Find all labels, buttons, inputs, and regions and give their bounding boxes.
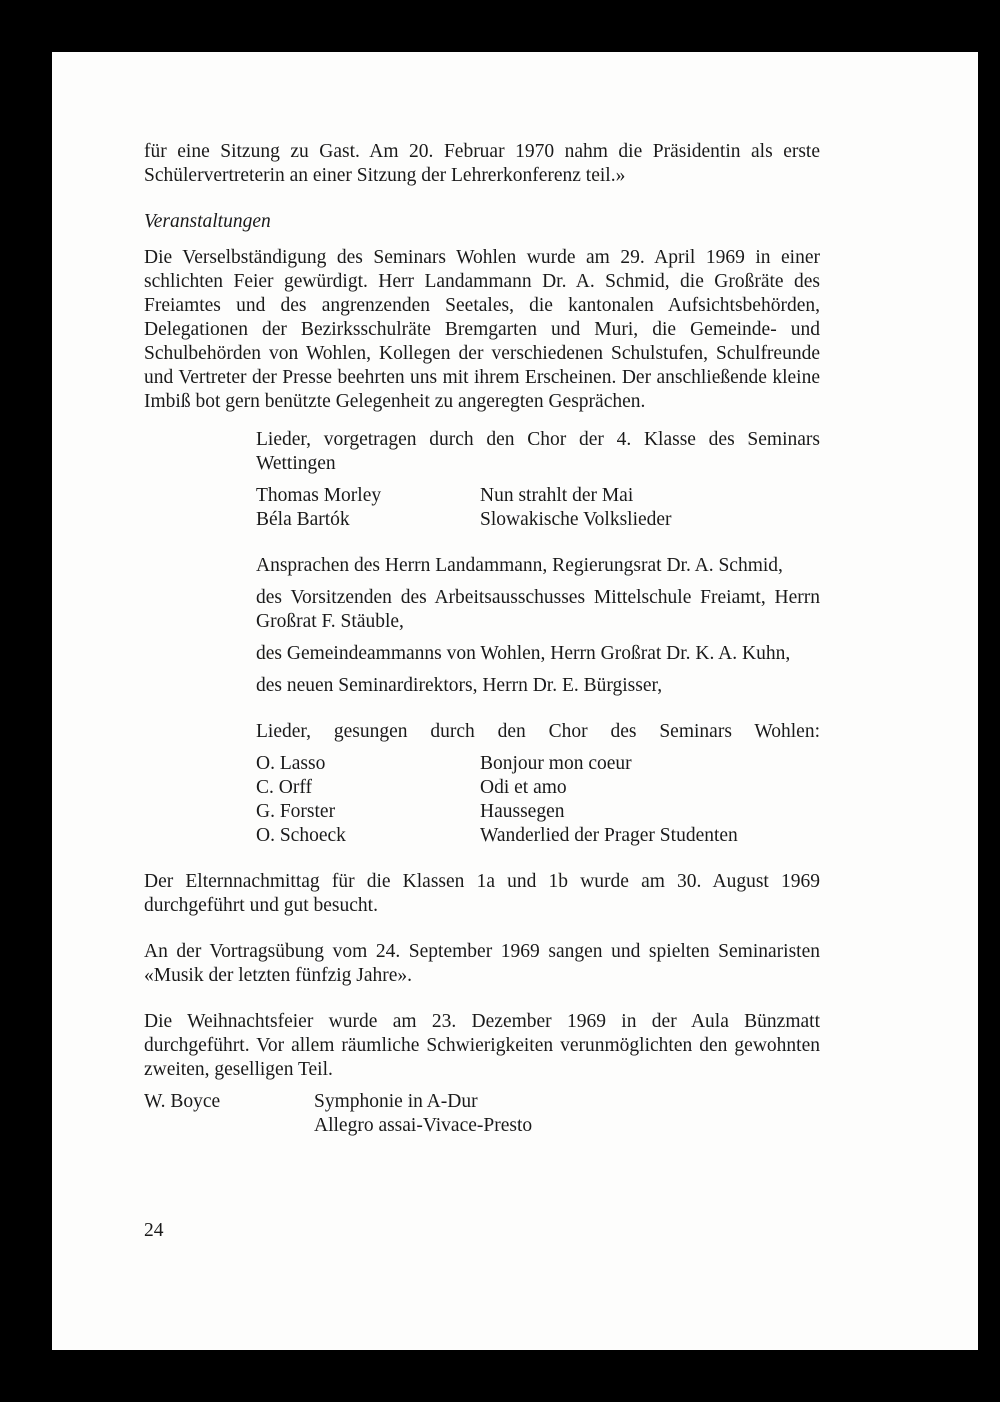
program1-list [256, 484, 820, 532]
paragraph-verselbstaendigung: Die Verselbständigung des Seminars Wohlen wurde am 29. April 1969 in einer schlichten Feier gewürdigt. Herr Landammann Dr. A. Schmid, die Großräte des Freiamtes und des angrenzenden Seetales, die kantonalen Aufsichtsbehörden, Delegationen der Bezirksschulräte Bremgarten und Muri, die Gemeinde- und Schulbehörden von Wohlen, Kollegen der verschiedenen Schulstufen, Schulfreunde und Vertreter der Presse beehrten uns mit ihrem Erscheinen. Der anschließende kleine Imbiß bot gern benützte Gelegenheit zu angeregten Gesprächen. [144, 247, 820, 412]
work-title: Haussegen [480, 801, 565, 822]
work-title: Symphonie in A-Dur [314, 1091, 478, 1112]
program2-list [256, 752, 820, 848]
composer: Béla Bartók [256, 509, 350, 530]
work-title: Nun strahlt der Mai [480, 485, 634, 506]
ansprache-line: des neuen Seminardirektors, Herrn Dr. E. Bürgisser, [256, 675, 663, 696]
work-title: Wanderlied der Prager Studenten [480, 825, 738, 846]
composer: C. Orff [256, 777, 312, 798]
program-row [256, 800, 820, 824]
program-block [256, 428, 820, 848]
program3-list [144, 1090, 820, 1138]
intro-paragraph: für eine Sitzung zu Gast. Am 20. Februar 1970 nahm die Präsidentin als erste Schülervertreterin an einer Sitzung der Lehrerkonferenz teil.» [144, 141, 820, 186]
program-row [256, 752, 820, 776]
composer: O. Schoeck [256, 825, 346, 846]
section-heading: Veranstaltungen [144, 211, 271, 232]
work-movements: Allegro assai-Vivace-Presto [314, 1115, 533, 1136]
lieder-wettingen-line: Lieder, vorgetragen durch den Chor der 4. Klasse des Seminars Wettingen [256, 429, 820, 474]
program-row [256, 824, 820, 848]
ansprache-line: des Vorsitzenden des Arbeitsausschusses Mittelschule Freiamt, Herrn Großrat F. Stäuble, [256, 587, 820, 632]
page-number: 24 [144, 1220, 164, 1241]
document-page [52, 52, 978, 1350]
paragraph-weihnachtsfeier: Die Weihnachtsfeier wurde am 23. Dezember 1969 in der Aula Bünzmatt durchgeführt. Vor allem räumliche Schwierigkeiten verunmöglichten den gewohnten zweiten, geselligen Teil. [144, 1011, 820, 1080]
program-row [144, 1114, 820, 1138]
program-row [144, 1090, 820, 1114]
paragraph-vortragsuebung: An der Vortragsübung vom 24. September 1969 sangen und spielten Seminaristen «Musik der letzten fünfzig Jahre». [144, 941, 820, 986]
composer: W. Boyce [144, 1091, 221, 1112]
program-row [256, 508, 820, 532]
work-title: Slowakische Volkslieder [480, 509, 672, 530]
composer: Thomas Morley [256, 485, 382, 506]
work-title: Odi et amo [480, 777, 567, 798]
ansprache-line: des Gemeindeammanns von Wohlen, Herrn Großrat Dr. K. A. Kuhn, [256, 643, 791, 664]
composer: O. Lasso [256, 753, 326, 774]
lieder-wohlen-line: Lieder, gesungen durch den Chor des Seminars Wohlen: [256, 721, 820, 742]
composer: G. Forster [256, 801, 336, 822]
ansprache-line: Ansprachen des Herrn Landammann, Regierungsrat Dr. A. Schmid, [256, 555, 783, 576]
program-row [256, 484, 820, 508]
page-content [144, 140, 820, 1138]
composer-empty [144, 1114, 314, 1138]
program-row [256, 776, 820, 800]
paragraph-elternnachmittag: Der Elternnachmittag für die Klassen 1a und 1b wurde am 30. August 1969 durchgeführt und gut besucht. [144, 871, 820, 916]
work-title: Bonjour mon coeur [480, 753, 632, 774]
